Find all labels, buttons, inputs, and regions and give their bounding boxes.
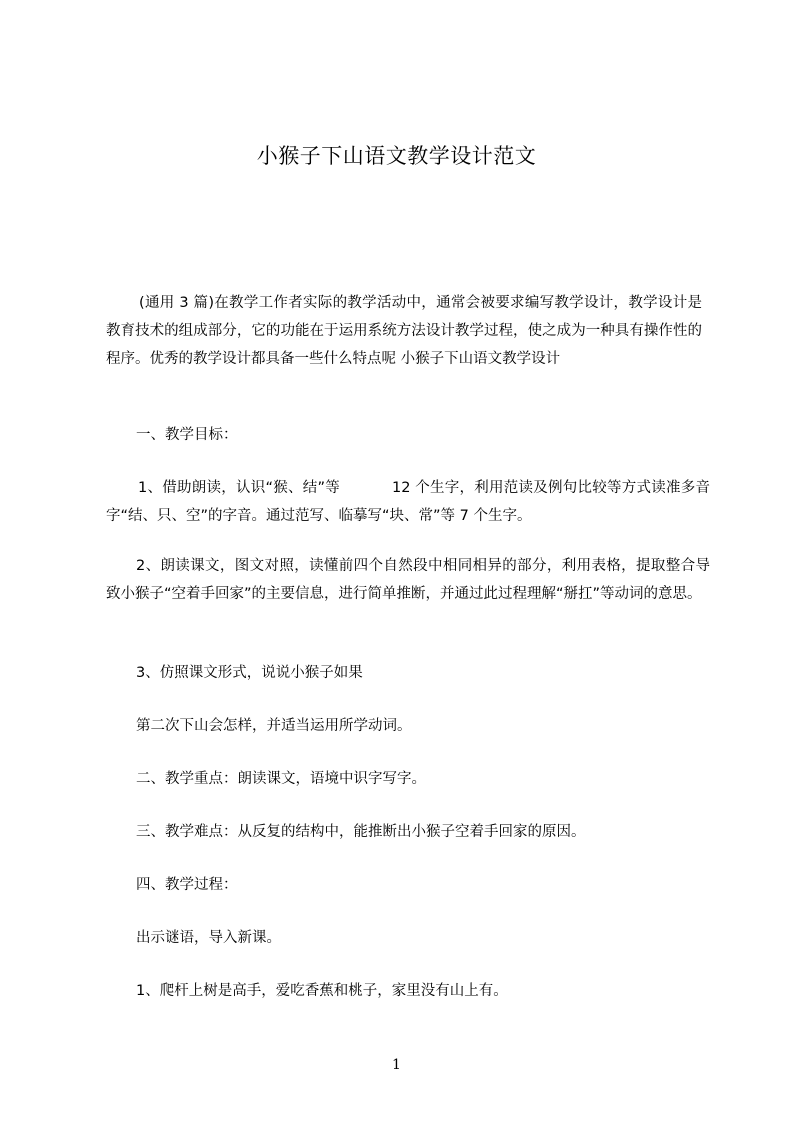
section-heading-goals-text: 一、教学目标： bbox=[136, 427, 238, 443]
page-number: 1 bbox=[392, 1057, 401, 1073]
section-key-points: 二、教学重点：朗读课文，语境中识字写字。 bbox=[136, 771, 426, 787]
goal-1-text-a: 1、借助朗读，认识“猴、结”等 bbox=[138, 480, 340, 496]
section-heading-goals bbox=[106, 421, 710, 449]
goal-1-text-b: 12 个生字，利用范读及例句比较等方式读准多音字“结、只、空”的字音。通过范写、临摹写“块、常”等 7 个生字。 bbox=[106, 480, 711, 524]
section-difficulties: 三、教学难点：从反复的结构中，能推断出小猴子空着手回家的原因。 bbox=[136, 824, 586, 840]
goal-3-paragraph: 3、仿照课文形式，说说小猴子如果 bbox=[136, 665, 363, 681]
section-heading-process: 四、教学过程： bbox=[136, 877, 238, 893]
document-title: 小猴子下山语文教学设计范文 bbox=[256, 144, 537, 168]
goal-1-paragraph bbox=[106, 474, 710, 530]
goal-3-continued: 第二次下山会怎样，并适当运用所学动词。 bbox=[136, 718, 412, 734]
goal-2-paragraph: 2、朗读课文，图文对照，读懂前四个自然段中相同相异的部分，利用表格，提取整合导致小猴子“空着手回家”的主要信息，进行简单推断，并通过此过程理解“掰扛”等动词的意思。 bbox=[106, 558, 710, 602]
riddle-1: 1、爬杆上树是高手，爱吃香蕉和桃子，家里没有山上有。 bbox=[136, 983, 508, 999]
intro-paragraph: (通用 3 篇)在教学工作者实际的教学活动中，通常会被要求编写教学设计，教学设计是教育技术的组成部分，它的功能在于运用系统方法设计教学过程，使之成为一种具有操作性的程序。优秀的教学设计都具备一些什么特点呢 小猴子下山语文教学设计 bbox=[106, 295, 702, 367]
step-introduction: 出示谜语，导入新课。 bbox=[136, 930, 281, 946]
